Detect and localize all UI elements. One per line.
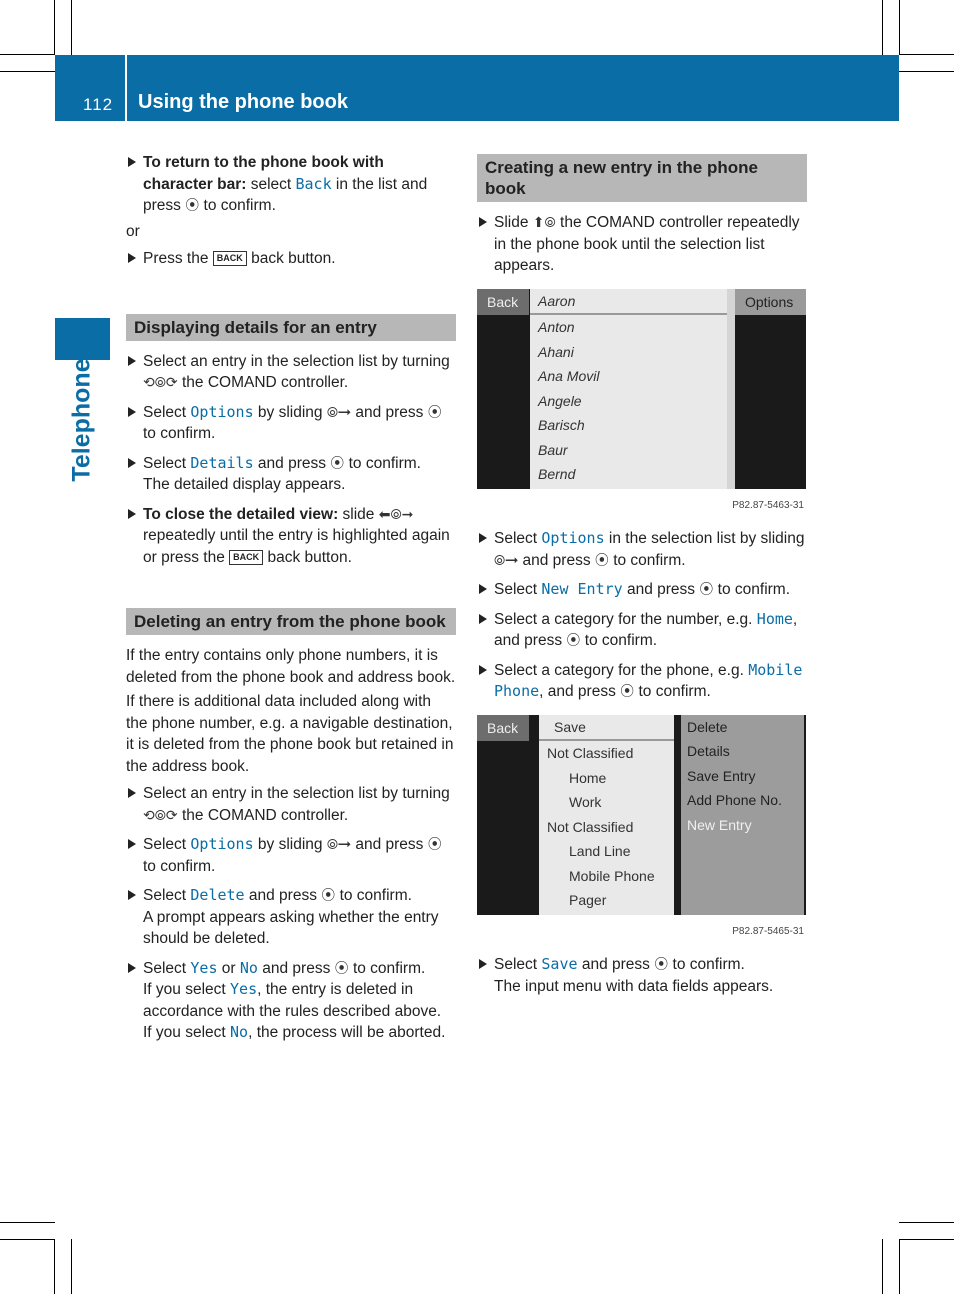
press-controller-icon: ⦿ (654, 956, 669, 972)
crop-mark (54, 0, 55, 55)
crop-mark (899, 1239, 900, 1294)
screen-back-button: Back (477, 289, 529, 315)
step-text: by sliding (253, 403, 327, 421)
crop-mark (899, 71, 954, 72)
screen-entry: Baur (538, 441, 568, 458)
press-controller-icon: ⦿ (620, 683, 635, 699)
step-text: repeatedly until the entry is highlighted again or press the (143, 527, 450, 566)
screen-category: Home (569, 769, 607, 786)
crop-mark (899, 0, 900, 55)
step-text: If you select (143, 981, 231, 998)
press-controller-icon: ⦿ (185, 197, 200, 213)
step-lead: To return to the phone book with character bar: (143, 154, 384, 193)
figure-caption: P82.87-5465-31 (732, 925, 804, 937)
screen-entry: Bernd (538, 466, 576, 482)
step-text: the COMAND controller. (177, 374, 349, 391)
step-text: Slide (494, 214, 533, 231)
step-select-entry (126, 351, 456, 394)
or-text: or (126, 222, 140, 240)
screen-options-menu (681, 715, 804, 915)
step-text: and press (253, 454, 331, 472)
section-title-deleting: Deleting an entry from the phone book (126, 608, 456, 635)
step-text: Press the (143, 250, 213, 267)
step-text: to confirm. (143, 425, 216, 442)
slide-left-right-controller-icon: ⬅⦾➞ (378, 505, 414, 522)
section-title-creating: Creating a new entry in the phone book (477, 154, 807, 202)
step-text: to confirm. (348, 959, 426, 977)
screen-menu-item: Delete (687, 718, 728, 735)
crop-mark (882, 1239, 883, 1294)
step-select-options (126, 834, 456, 877)
screen-category-list (539, 715, 674, 915)
step-text: Select (143, 454, 191, 472)
slide-up-controller-icon: ⬆⦾ (532, 214, 556, 230)
step-text: to confirm. (608, 551, 686, 569)
step-text: back button. (263, 548, 352, 566)
side-label: Telephone (67, 358, 96, 482)
ui-term-options: Options (190, 402, 254, 421)
step-text: to confirm. (143, 857, 216, 875)
step-text: Select an entry in the selection list by turning (143, 785, 450, 802)
right-column (477, 152, 807, 1005)
new-entry-screenshot (477, 715, 806, 915)
page-number: 112 (83, 95, 114, 114)
press-controller-icon: ⦿ (594, 551, 609, 568)
step-text: in the list and press (143, 175, 428, 214)
step-text: Select (143, 836, 191, 853)
crop-mark (0, 54, 55, 55)
step-text: to confirm. (580, 632, 658, 649)
page-header (55, 55, 899, 121)
step-text: in the selection list by sliding (604, 530, 805, 547)
step-text: Select (143, 959, 191, 977)
step-text: to confirm. (668, 956, 745, 973)
step-text: If you select (143, 1024, 231, 1041)
step-text: and press (577, 956, 655, 973)
crop-mark (71, 1239, 72, 1294)
press-controller-icon: ⦿ (321, 887, 336, 903)
press-controller-icon: ⦿ (334, 959, 349, 976)
phonebook-screenshot (477, 289, 806, 489)
section-title-displaying: Displaying details for an entry (126, 314, 456, 341)
step-result: The detailed display appears. (143, 476, 346, 493)
slide-right-controller-icon: ⦾➞ (326, 836, 352, 852)
step-select-save (477, 954, 807, 997)
step-select-entry (126, 783, 456, 826)
step-select-yes-no (126, 958, 456, 1044)
step-text: the COMAND controller. (177, 806, 349, 824)
ui-term-back: Back (295, 174, 332, 193)
screen-category: Not Classified (547, 818, 634, 835)
step-select-details (126, 453, 456, 496)
press-controller-icon: ⦿ (330, 454, 345, 471)
crop-mark (899, 1222, 954, 1223)
ui-term-yes: Yes (190, 958, 218, 977)
step-slide-up (477, 212, 807, 277)
paragraph: If the entry contains only phone numbers, it is deleted from the phone book and address book. (126, 647, 456, 686)
screen-menu-item: Save Entry (687, 767, 756, 784)
ui-term-home: Home (756, 609, 793, 628)
step-return-to-phonebook (126, 152, 456, 217)
crop-mark (899, 54, 954, 55)
step-text: by sliding (253, 836, 327, 853)
step-text: Select (143, 403, 191, 421)
step-text: , the process will be aborted. (248, 1024, 446, 1041)
step-text: to confirm. (335, 887, 412, 904)
step-close-detailed-view (126, 504, 456, 569)
step-text: and press (351, 836, 428, 853)
step-text: to confirm. (344, 454, 421, 472)
step-text: and press (244, 887, 322, 904)
step-text: and press (622, 581, 700, 598)
press-controller-icon: ⦿ (566, 632, 581, 648)
crop-mark (54, 1239, 55, 1294)
press-controller-icon: ⦿ (699, 581, 714, 597)
screen-entry: Barisch (538, 417, 585, 433)
paragraph: If there is additional data included along with the phone number, e.g. a navigable destination, it is deleted from the phone book but retained in the address book. (126, 693, 454, 775)
screen-category: Work (569, 794, 602, 810)
step-select-phone-category (477, 660, 807, 703)
step-text: Select (494, 956, 542, 973)
step-select-number-category (477, 609, 807, 652)
screen-category: Not Classified (547, 745, 634, 761)
screen-scrollbar (727, 289, 735, 489)
press-controller-icon: ⦿ (427, 836, 442, 852)
ui-term-new-entry: New Entry (541, 580, 623, 598)
turn-controller-icon: ⟲⦾⟳ (143, 374, 178, 390)
ui-term-yes: Yes (230, 980, 258, 998)
screen-menu-item: Details (687, 743, 730, 759)
step-text: or (217, 959, 240, 977)
step-lead: To close the detailed view: (143, 505, 339, 523)
ui-term-details: Details (190, 453, 254, 472)
step-text: back button. (246, 250, 336, 267)
header-divider (125, 55, 127, 121)
step-text: to confirm. (199, 197, 276, 214)
ui-term-no: No (239, 958, 258, 977)
screen-entry: Ana Movil (538, 368, 600, 384)
step-text: and press (257, 959, 335, 977)
screen-entry: Ahani (538, 343, 574, 360)
step-select-delete (126, 885, 456, 950)
step-select-new-entry (477, 579, 807, 601)
back-button-icon: BACK (229, 550, 263, 565)
step-text: select (246, 175, 296, 193)
step-text: , and press (494, 610, 798, 649)
step-text: Select (494, 530, 542, 547)
screen-entry: Anton (538, 319, 575, 335)
crop-mark (899, 1239, 954, 1240)
step-text: Select (494, 581, 542, 598)
step-text: to confirm. (713, 581, 791, 598)
step-text: slide (338, 505, 379, 523)
step-text: Select an entry in the selection list by turning (143, 352, 450, 370)
side-tab (55, 318, 110, 360)
screen-entry-list (530, 289, 727, 489)
screen-menu-item-highlighted: New Entry (687, 816, 752, 833)
screen-entry: Angele (538, 392, 582, 409)
step-text: and press (518, 551, 595, 569)
step-result: A prompt appears asking whether the entry should be deleted. (143, 908, 439, 947)
chapter-title: Using the phone book (138, 91, 348, 113)
step-result: The input menu with data fields appears. (494, 977, 774, 995)
step-press-back (126, 248, 456, 270)
screen-menu-item: Add Phone No. (687, 792, 782, 808)
step-text: Select a category for the phone, e.g. (494, 661, 749, 679)
crop-mark (71, 0, 72, 55)
slide-right-controller-icon: ⦾➞ (494, 551, 519, 568)
press-controller-icon: ⦿ (427, 403, 442, 420)
back-button-icon: BACK (213, 251, 247, 266)
turn-controller-icon: ⟲⦾⟳ (143, 806, 178, 823)
screen-options-button: Options (735, 289, 806, 315)
ui-term-no: No (230, 1023, 249, 1041)
slide-right-controller-icon: ⦾➞ (326, 403, 352, 420)
left-column (126, 152, 456, 1052)
step-text: Select (143, 887, 191, 904)
ui-term-save: Save (541, 955, 578, 973)
screen-entry: Aaron (530, 289, 727, 316)
screen-back-button: Back (477, 715, 529, 741)
crop-mark (0, 1239, 55, 1240)
ui-term-options: Options (541, 529, 605, 547)
ui-term-mobile-phone: Mobile Phone (494, 660, 803, 700)
crop-mark (0, 71, 55, 72)
crop-mark (0, 1222, 55, 1223)
ui-term-options: Options (190, 835, 254, 853)
step-text: to confirm. (634, 683, 711, 700)
crop-mark (882, 0, 883, 55)
screen-category: Land Line (569, 843, 631, 859)
ui-term-delete: Delete (190, 886, 245, 904)
screen-save-item: Save (539, 715, 674, 742)
step-select-options (477, 528, 807, 571)
step-text: , and press (539, 683, 621, 700)
screen-category: Mobile Phone (569, 867, 655, 884)
step-text: , the entry is deleted in accordance with the rules described above. (143, 981, 442, 1020)
step-select-options (126, 402, 456, 445)
step-text: the COMAND controller repeatedly in the phone book until the selection list appears. (494, 214, 800, 274)
figure-caption: P82.87-5463-31 (732, 499, 804, 511)
step-text: and press (351, 403, 428, 421)
screen-category: Pager (569, 892, 607, 908)
step-text: Select a category for the number, e.g. (494, 610, 757, 628)
